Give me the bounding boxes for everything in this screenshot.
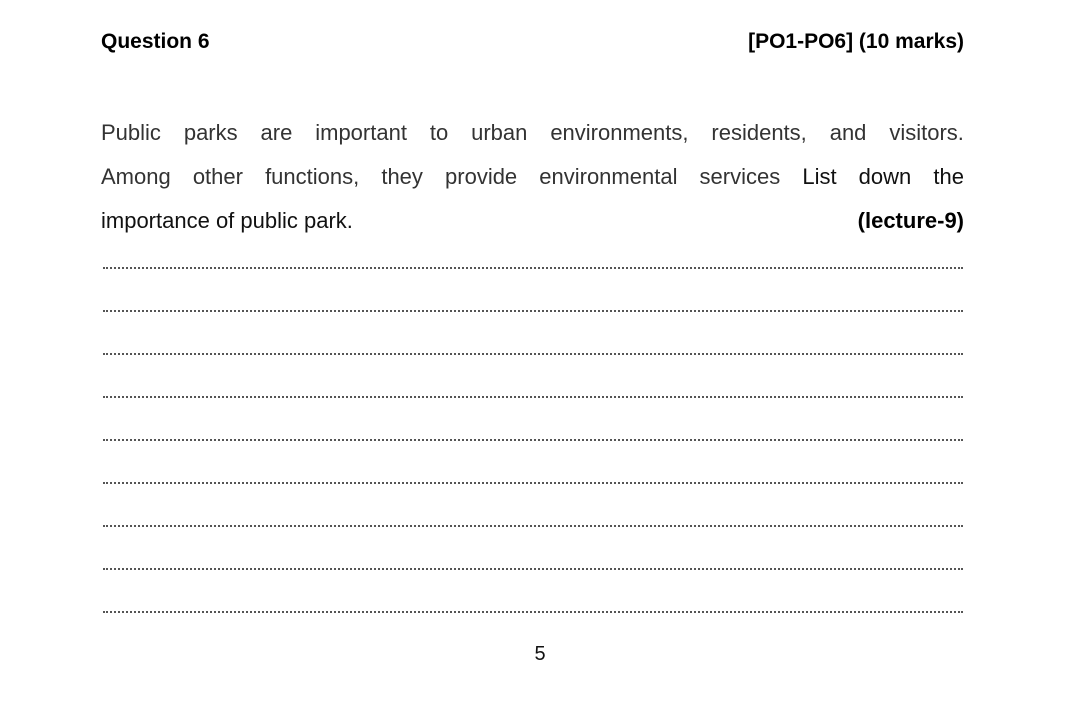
question-word: other	[192, 164, 243, 189]
question-word: environments,	[550, 120, 689, 145]
question-word: services	[699, 164, 781, 189]
answer-line[interactable]	[103, 480, 963, 484]
question-word: they	[381, 164, 423, 189]
question-word: functions,	[265, 164, 360, 189]
question-word: important	[315, 120, 407, 145]
answer-area[interactable]	[103, 265, 963, 652]
question-word: visitors.	[889, 120, 964, 145]
question-line-1	[101, 111, 964, 155]
answer-line[interactable]	[103, 308, 963, 312]
question-text	[101, 111, 964, 243]
question-label: Question 6	[101, 30, 210, 53]
question-header	[101, 30, 964, 54]
question-word: parks	[183, 120, 238, 145]
answer-line[interactable]	[103, 609, 963, 613]
answer-line[interactable]	[103, 394, 963, 398]
page-number: 5	[534, 643, 546, 665]
question-word: are	[260, 120, 293, 145]
question-word: urban	[471, 120, 528, 145]
question-line-2	[101, 155, 964, 199]
answer-line[interactable]	[103, 265, 963, 269]
question-line-3-text: importance of public park.	[101, 208, 353, 233]
question-word: List	[802, 164, 837, 189]
marks-label: [PO1-PO6] (10 marks)	[748, 30, 964, 53]
question-word: the	[933, 164, 964, 189]
question-word: residents,	[711, 120, 807, 145]
question-word: provide	[445, 164, 518, 189]
question-word: and	[829, 120, 867, 145]
answer-line[interactable]	[103, 437, 963, 441]
question-word: to	[429, 120, 449, 145]
question-line-3	[101, 199, 964, 243]
answer-line[interactable]	[103, 523, 963, 527]
question-word: environmental	[539, 164, 678, 189]
question-word: Among	[101, 164, 171, 189]
lecture-reference: (lecture-9)	[857, 208, 964, 233]
answer-line[interactable]	[103, 351, 963, 355]
question-word: down	[858, 164, 912, 189]
question-word: Public	[101, 120, 161, 145]
answer-line[interactable]	[103, 566, 963, 570]
